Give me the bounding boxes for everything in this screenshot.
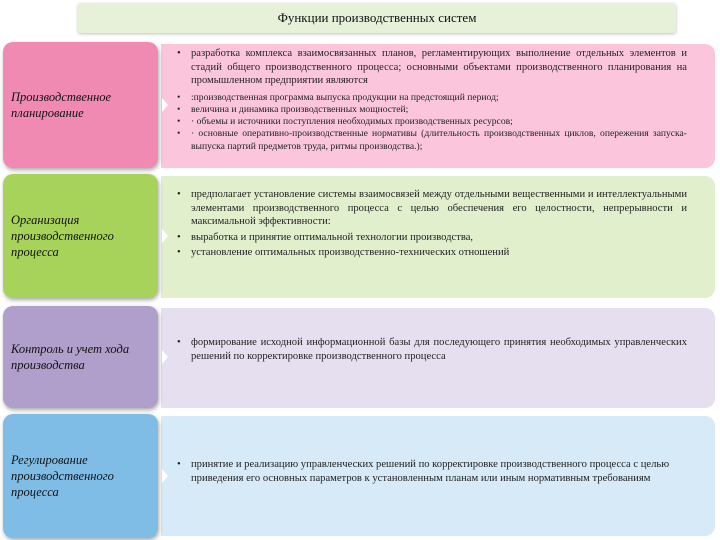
connector-arrow-icon — [162, 229, 168, 243]
bullet-icon: • — [177, 103, 181, 115]
list-item: • выработка и принятие оптимальной технологии производства, — [177, 231, 474, 243]
row-control-accounting — [3, 306, 715, 408]
bullet-icon: • — [177, 116, 181, 128]
bullet-icon: • — [177, 128, 181, 140]
function-label-box — [3, 42, 158, 168]
function-label: Контроль и учет хода производства — [11, 341, 130, 372]
description-intro: принятие и реализацию управленческих решений по корректировке производственного процесса с целью приведения его основных параметров к установленным планам или иным нормативным требованиям — [191, 459, 670, 484]
list-item: • :производственная программа выпуска продукции на предстоящий период; — [177, 91, 499, 103]
connector-arrow-icon — [162, 98, 168, 112]
function-label: Производственное планирование — [11, 89, 112, 120]
bullet-icon: • — [177, 48, 181, 59]
page-title: Функции производственных систем — [78, 3, 676, 33]
bullet-icon: • — [177, 337, 181, 348]
list-item: • · основные оперативно-производственные нормативы (длительность производственных циклов, опережения запуска-выпуска партий предметов труда, ритмы производства.); — [177, 128, 687, 152]
bullet-icon: • — [177, 247, 181, 259]
bullet-icon: • — [177, 231, 181, 243]
description-intro: предполагает установление системы взаимосвязей между отдельными вещественными и интеллектуальными элементами производственного процесса с целью обеспечения его целостности, непрерывности и максимальной эффективности: — [191, 189, 687, 228]
function-label: Регулирование производственного процесса — [11, 452, 114, 500]
bullet-icon: • — [177, 91, 181, 103]
bullet-icon: • — [177, 459, 181, 470]
description-box — [161, 308, 715, 408]
description-intro: разработка комплекса взаимосвязанных планов, регламентирующих выполнение отдельных элементов и стадий общего производственного процесса; основными объектами производственного планирования на промышленном предприятии являются — [191, 48, 687, 87]
description-box — [161, 416, 715, 536]
bullet-icon: • — [177, 189, 181, 200]
description-box — [161, 44, 715, 168]
connector-arrow-icon — [162, 469, 168, 483]
description-box — [161, 176, 715, 298]
connector-arrow-icon — [162, 350, 168, 364]
row-process-regulation — [3, 414, 715, 538]
row-process-organization — [3, 174, 715, 298]
function-label-box — [3, 414, 158, 538]
list-item: • · объемы и источники поступления необходимых производственных ресурсов; — [177, 116, 513, 128]
function-label-box — [3, 306, 158, 408]
row-production-planning — [3, 42, 715, 168]
function-label: Организация производственного процесса — [11, 212, 114, 260]
description-intro: формирование исходной информационной базы для последующего принятия необходимых управленческих решений по корректировке производственного процесса — [191, 337, 687, 362]
list-item: • величина и динамика производственных мощностей; — [177, 103, 409, 115]
function-label-box — [3, 174, 158, 298]
list-item: • установление оптимальных производственно-технических отношений — [177, 247, 510, 259]
